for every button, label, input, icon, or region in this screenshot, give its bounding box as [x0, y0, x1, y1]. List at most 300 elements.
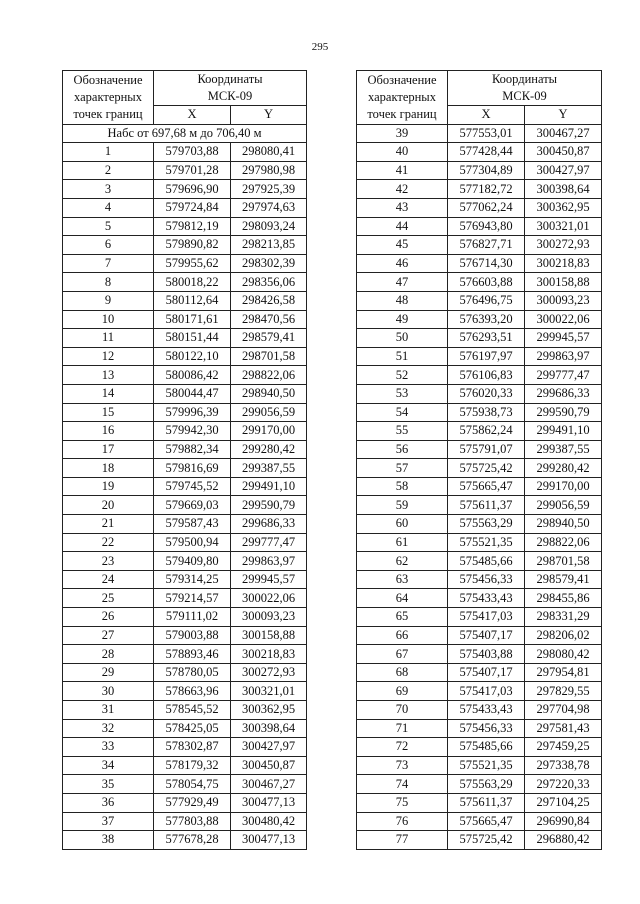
point-number-cell: 36 [63, 793, 154, 812]
y-coordinate-cell: 299170,00 [231, 422, 307, 441]
x-coordinate-cell: 578179,32 [154, 756, 231, 775]
x-coordinate-cell: 578054,75 [154, 775, 231, 794]
table-row [357, 812, 602, 831]
y-coordinate-cell: 297704,98 [525, 701, 602, 720]
coordinates-header-cell [154, 71, 307, 106]
x-header: X [154, 106, 231, 125]
y-coordinate-cell: 299863,97 [231, 552, 307, 571]
y-coordinate-cell: 297338,78 [525, 756, 602, 775]
y-coordinate-cell: 300480,42 [231, 812, 307, 831]
point-number-cell: 17 [63, 440, 154, 459]
x-coordinate-cell: 576714,30 [448, 254, 525, 273]
point-number-cell: 56 [357, 440, 448, 459]
table-row [63, 273, 307, 292]
x-coordinate-cell: 575521,35 [448, 533, 525, 552]
table-row [357, 701, 602, 720]
y-coordinate-cell: 299777,47 [525, 366, 602, 385]
x-coordinate-cell: 579816,69 [154, 459, 231, 478]
x-coordinate-cell: 575407,17 [448, 626, 525, 645]
point-number-cell: 49 [357, 310, 448, 329]
y-coordinate-cell: 298940,50 [231, 384, 307, 403]
table-row [357, 831, 602, 850]
y-coordinate-cell: 299387,55 [525, 440, 602, 459]
y-coordinate-cell: 297980,98 [231, 161, 307, 180]
y-coordinate-cell: 298822,06 [231, 366, 307, 385]
x-coordinate-cell: 579724,84 [154, 198, 231, 217]
table-row [63, 236, 307, 255]
point-number-cell: 53 [357, 384, 448, 403]
point-number-cell: 27 [63, 626, 154, 645]
y-coordinate-cell: 297220,33 [525, 775, 602, 794]
point-number-cell: 3 [63, 180, 154, 199]
x-coordinate-cell: 579669,03 [154, 496, 231, 515]
y-coordinate-cell: 300321,01 [525, 217, 602, 236]
table-row [357, 793, 602, 812]
point-number-cell: 30 [63, 682, 154, 701]
section-label: Набс от 697,68 м до 706,40 м [63, 124, 307, 143]
y-coordinate-cell: 298822,06 [525, 533, 602, 552]
table-row [63, 663, 307, 682]
x-coordinate-cell: 577553,01 [448, 124, 525, 143]
point-number-cell: 70 [357, 701, 448, 720]
y-coordinate-cell: 299056,59 [525, 496, 602, 515]
y-coordinate-cell: 300022,06 [231, 589, 307, 608]
x-coordinate-cell: 579314,25 [154, 570, 231, 589]
table-row [357, 663, 602, 682]
point-number-cell: 10 [63, 310, 154, 329]
y-coordinate-cell: 300398,64 [525, 180, 602, 199]
table-row [63, 793, 307, 812]
table-row [357, 143, 602, 162]
point-number-cell: 43 [357, 198, 448, 217]
table-row [63, 496, 307, 515]
point-number-cell: 67 [357, 645, 448, 664]
point-number-cell: 64 [357, 589, 448, 608]
table-row [63, 198, 307, 217]
x-coordinate-cell: 579812,19 [154, 217, 231, 236]
coordinates-table-left [62, 70, 307, 850]
point-number-cell: 73 [357, 756, 448, 775]
table-row [357, 738, 602, 757]
x-coordinate-cell: 578302,87 [154, 738, 231, 757]
y-coordinate-cell: 298356,06 [231, 273, 307, 292]
x-coordinate-cell: 579214,57 [154, 589, 231, 608]
y-coordinate-cell: 299491,10 [525, 422, 602, 441]
point-number-cell: 63 [357, 570, 448, 589]
point-number-cell: 75 [357, 793, 448, 812]
point-number-cell: 48 [357, 291, 448, 310]
point-number-cell: 14 [63, 384, 154, 403]
y-coordinate-cell: 300272,93 [525, 236, 602, 255]
x-coordinate-cell: 575456,33 [448, 570, 525, 589]
x-coordinate-cell: 579701,28 [154, 161, 231, 180]
x-coordinate-cell: 580018,22 [154, 273, 231, 292]
y-coordinate-cell: 298331,29 [525, 608, 602, 627]
x-coordinate-cell: 579111,02 [154, 608, 231, 627]
table-row [357, 180, 602, 199]
x-coordinate-cell: 575725,42 [448, 459, 525, 478]
table-row [63, 329, 307, 348]
table-row [63, 161, 307, 180]
y-coordinate-cell: 300398,64 [231, 719, 307, 738]
y-coordinate-cell: 299280,42 [525, 459, 602, 478]
x-coordinate-cell: 576603,88 [448, 273, 525, 292]
y-coordinate-cell: 299863,97 [525, 347, 602, 366]
table-row [63, 552, 307, 571]
x-coordinate-cell: 575563,29 [448, 515, 525, 534]
x-coordinate-cell: 576827,71 [448, 236, 525, 255]
y-coordinate-cell: 298302,39 [231, 254, 307, 273]
designation-header-line: Обозначение [73, 72, 143, 87]
x-coordinate-cell: 575485,66 [448, 552, 525, 571]
x-coordinate-cell: 575563,29 [448, 775, 525, 794]
table-row [357, 273, 602, 292]
y-coordinate-cell: 299170,00 [525, 477, 602, 496]
table-row [63, 254, 307, 273]
point-number-cell: 37 [63, 812, 154, 831]
y-coordinate-cell: 300158,88 [231, 626, 307, 645]
designation-header-line: характерных [74, 89, 142, 104]
point-number-cell: 68 [357, 663, 448, 682]
coordinates-header-line: МСК-09 [207, 89, 253, 103]
table-row [357, 459, 602, 478]
y-coordinate-cell: 300218,83 [231, 645, 307, 664]
x-coordinate-cell: 575407,17 [448, 663, 525, 682]
point-number-cell: 29 [63, 663, 154, 682]
x-coordinate-cell: 577182,72 [448, 180, 525, 199]
y-coordinate-cell: 298213,85 [231, 236, 307, 255]
y-coordinate-cell: 299280,42 [231, 440, 307, 459]
point-number-cell: 51 [357, 347, 448, 366]
x-coordinate-cell: 580151,44 [154, 329, 231, 348]
x-coordinate-cell: 575456,33 [448, 719, 525, 738]
y-coordinate-cell: 300450,87 [525, 143, 602, 162]
x-coordinate-cell: 575791,07 [448, 440, 525, 459]
y-coordinate-cell: 298701,58 [525, 552, 602, 571]
y-coordinate-cell: 299590,79 [231, 496, 307, 515]
y-coordinate-cell: 297829,55 [525, 682, 602, 701]
table-row [357, 775, 602, 794]
point-number-cell: 58 [357, 477, 448, 496]
point-number-cell: 26 [63, 608, 154, 627]
table-row [357, 533, 602, 552]
point-number-cell: 34 [63, 756, 154, 775]
table-row [63, 403, 307, 422]
table-row [357, 198, 602, 217]
point-number-cell: 31 [63, 701, 154, 720]
point-number-cell: 69 [357, 682, 448, 701]
y-coordinate-cell: 298470,56 [231, 310, 307, 329]
y-coordinate-cell: 299777,47 [231, 533, 307, 552]
x-coordinate-cell: 577929,49 [154, 793, 231, 812]
y-header: Y [525, 106, 602, 125]
y-coordinate-cell: 300218,83 [525, 254, 602, 273]
y-coordinate-cell: 298206,02 [525, 626, 602, 645]
table-row [63, 347, 307, 366]
y-coordinate-cell: 300427,97 [231, 738, 307, 757]
x-coordinate-cell: 577304,89 [448, 161, 525, 180]
point-number-cell: 13 [63, 366, 154, 385]
table-body [63, 71, 307, 850]
table-row [357, 161, 602, 180]
x-coordinate-cell: 576106,83 [448, 366, 525, 385]
point-number-cell: 35 [63, 775, 154, 794]
x-coordinate-cell: 575433,43 [448, 701, 525, 720]
point-number-cell: 22 [63, 533, 154, 552]
point-number-cell: 77 [357, 831, 448, 850]
x-coordinate-cell: 575433,43 [448, 589, 525, 608]
point-number-cell: 5 [63, 217, 154, 236]
coordinates-header-line: Координаты [197, 72, 263, 86]
point-number-cell: 59 [357, 496, 448, 515]
y-coordinate-cell: 298080,41 [231, 143, 307, 162]
y-coordinate-cell: 298426,58 [231, 291, 307, 310]
x-coordinate-cell: 577803,88 [154, 812, 231, 831]
point-number-cell: 57 [357, 459, 448, 478]
table-row [357, 756, 602, 775]
x-coordinate-cell: 575485,66 [448, 738, 525, 757]
x-coordinate-cell: 579996,39 [154, 403, 231, 422]
y-coordinate-cell: 297581,43 [525, 719, 602, 738]
table-row [357, 236, 602, 255]
table-body [357, 71, 602, 850]
point-number-cell: 2 [63, 161, 154, 180]
x-coordinate-cell: 576943,80 [448, 217, 525, 236]
y-coordinate-cell: 297954,81 [525, 663, 602, 682]
point-number-cell: 42 [357, 180, 448, 199]
table-row [63, 682, 307, 701]
y-coordinate-cell: 300093,23 [525, 291, 602, 310]
point-number-cell: 72 [357, 738, 448, 757]
x-coordinate-cell: 579703,88 [154, 143, 231, 162]
point-number-cell: 28 [63, 645, 154, 664]
y-coordinate-cell: 298940,50 [525, 515, 602, 534]
point-number-cell: 23 [63, 552, 154, 571]
coordinates-header-line: Координаты [491, 72, 558, 86]
x-coordinate-cell: 577428,44 [448, 143, 525, 162]
table-row [357, 589, 602, 608]
table-row [63, 626, 307, 645]
table-row [357, 291, 602, 310]
coordinates-header-line: МСК-09 [502, 89, 547, 103]
point-number-cell: 6 [63, 236, 154, 255]
point-number-cell: 60 [357, 515, 448, 534]
x-coordinate-cell: 579500,94 [154, 533, 231, 552]
x-coordinate-cell: 579003,88 [154, 626, 231, 645]
point-number-cell: 41 [357, 161, 448, 180]
point-number-cell: 8 [63, 273, 154, 292]
x-coordinate-cell: 579696,90 [154, 180, 231, 199]
table-row [357, 329, 602, 348]
point-number-cell: 71 [357, 719, 448, 738]
table-row [357, 347, 602, 366]
x-coordinate-cell: 579882,34 [154, 440, 231, 459]
x-coordinate-cell: 579409,80 [154, 552, 231, 571]
y-coordinate-cell: 299686,33 [231, 515, 307, 534]
point-number-cell: 16 [63, 422, 154, 441]
x-header: X [448, 106, 525, 125]
y-coordinate-cell: 299387,55 [231, 459, 307, 478]
x-coordinate-cell: 575725,42 [448, 831, 525, 850]
x-coordinate-cell: 575417,03 [448, 608, 525, 627]
x-coordinate-cell: 575938,73 [448, 403, 525, 422]
x-coordinate-cell: 575403,88 [448, 645, 525, 664]
y-coordinate-cell: 297459,25 [525, 738, 602, 757]
table-row [63, 775, 307, 794]
point-number-cell: 25 [63, 589, 154, 608]
y-coordinate-cell: 300321,01 [231, 682, 307, 701]
x-coordinate-cell: 575862,24 [448, 422, 525, 441]
y-coordinate-cell: 299590,79 [525, 403, 602, 422]
table-row [357, 422, 602, 441]
table-row [357, 366, 602, 385]
table-row [357, 645, 602, 664]
table-row [63, 812, 307, 831]
x-coordinate-cell: 576393,20 [448, 310, 525, 329]
y-coordinate-cell: 296880,42 [525, 831, 602, 850]
table-row [357, 384, 602, 403]
table-row [63, 589, 307, 608]
y-coordinate-cell: 300477,13 [231, 831, 307, 850]
table-row [357, 124, 602, 143]
y-coordinate-cell: 299945,57 [231, 570, 307, 589]
point-number-cell: 76 [357, 812, 448, 831]
header-row [357, 71, 602, 106]
y-coordinate-cell: 300467,27 [525, 124, 602, 143]
coordinates-table-right [356, 70, 602, 850]
table-row [63, 143, 307, 162]
x-coordinate-cell: 575665,47 [448, 812, 525, 831]
designation-header-cell [63, 71, 154, 125]
point-number-cell: 66 [357, 626, 448, 645]
y-coordinate-cell: 300427,97 [525, 161, 602, 180]
header-row [63, 71, 307, 106]
point-number-cell: 44 [357, 217, 448, 236]
x-coordinate-cell: 578663,96 [154, 682, 231, 701]
table-row [357, 254, 602, 273]
point-number-cell: 55 [357, 422, 448, 441]
x-coordinate-cell: 575417,03 [448, 682, 525, 701]
table-row [63, 440, 307, 459]
x-coordinate-cell: 575611,37 [448, 496, 525, 515]
point-number-cell: 74 [357, 775, 448, 794]
coordinates-header-cell [448, 71, 602, 106]
designation-header-line: точек границ [367, 106, 437, 121]
x-coordinate-cell: 576020,33 [448, 384, 525, 403]
point-number-cell: 61 [357, 533, 448, 552]
point-number-cell: 9 [63, 291, 154, 310]
y-coordinate-cell: 298455,86 [525, 589, 602, 608]
y-coordinate-cell: 300362,95 [231, 701, 307, 720]
table-row [63, 533, 307, 552]
section-row [63, 124, 307, 143]
y-coordinate-cell: 300467,27 [231, 775, 307, 794]
point-number-cell: 65 [357, 608, 448, 627]
point-number-cell: 7 [63, 254, 154, 273]
x-coordinate-cell: 578425,05 [154, 719, 231, 738]
x-coordinate-cell: 579890,82 [154, 236, 231, 255]
table-row [357, 217, 602, 236]
x-coordinate-cell: 575611,37 [448, 793, 525, 812]
x-coordinate-cell: 578893,46 [154, 645, 231, 664]
y-coordinate-cell: 300450,87 [231, 756, 307, 775]
y-coordinate-cell: 298080,42 [525, 645, 602, 664]
y-coordinate-cell: 296990,84 [525, 812, 602, 831]
x-coordinate-cell: 579745,52 [154, 477, 231, 496]
x-coordinate-cell: 580112,64 [154, 291, 231, 310]
table-row [63, 422, 307, 441]
designation-header-line: характерных [368, 89, 436, 104]
x-coordinate-cell: 580086,42 [154, 366, 231, 385]
table-row [357, 310, 602, 329]
x-coordinate-cell: 577062,24 [448, 198, 525, 217]
table-row [63, 366, 307, 385]
table-row [357, 477, 602, 496]
table-row [357, 403, 602, 422]
point-number-cell: 18 [63, 459, 154, 478]
y-coordinate-cell: 300093,23 [231, 608, 307, 627]
y-coordinate-cell: 300272,93 [231, 663, 307, 682]
x-coordinate-cell: 578780,05 [154, 663, 231, 682]
y-coordinate-cell: 300022,06 [525, 310, 602, 329]
table-row [63, 515, 307, 534]
table-row [63, 756, 307, 775]
point-number-cell: 15 [63, 403, 154, 422]
point-number-cell: 39 [357, 124, 448, 143]
point-number-cell: 45 [357, 236, 448, 255]
table-row [63, 310, 307, 329]
point-number-cell: 40 [357, 143, 448, 162]
table-row [63, 738, 307, 757]
y-coordinate-cell: 297925,39 [231, 180, 307, 199]
y-coordinate-cell: 298701,58 [231, 347, 307, 366]
table-row [63, 719, 307, 738]
table-row [63, 291, 307, 310]
point-number-cell: 12 [63, 347, 154, 366]
point-number-cell: 1 [63, 143, 154, 162]
point-number-cell: 4 [63, 198, 154, 217]
table-row [63, 645, 307, 664]
table-row [63, 459, 307, 478]
point-number-cell: 62 [357, 552, 448, 571]
table-row [357, 626, 602, 645]
table-row [63, 180, 307, 199]
point-number-cell: 20 [63, 496, 154, 515]
x-coordinate-cell: 575665,47 [448, 477, 525, 496]
y-coordinate-cell: 298093,24 [231, 217, 307, 236]
y-coordinate-cell: 300477,13 [231, 793, 307, 812]
table-row [63, 831, 307, 850]
table-row [63, 477, 307, 496]
point-number-cell: 32 [63, 719, 154, 738]
x-coordinate-cell: 579955,62 [154, 254, 231, 273]
point-number-cell: 38 [63, 831, 154, 850]
x-coordinate-cell: 576293,51 [448, 329, 525, 348]
x-coordinate-cell: 580171,61 [154, 310, 231, 329]
x-coordinate-cell: 580122,10 [154, 347, 231, 366]
y-coordinate-cell: 299945,57 [525, 329, 602, 348]
x-coordinate-cell: 575521,35 [448, 756, 525, 775]
table-row [357, 719, 602, 738]
x-coordinate-cell: 576197,97 [448, 347, 525, 366]
table-row [63, 701, 307, 720]
point-number-cell: 19 [63, 477, 154, 496]
table-row [63, 217, 307, 236]
table-row [357, 515, 602, 534]
y-coordinate-cell: 297104,25 [525, 793, 602, 812]
y-coordinate-cell: 298579,41 [525, 570, 602, 589]
x-coordinate-cell: 579942,30 [154, 422, 231, 441]
